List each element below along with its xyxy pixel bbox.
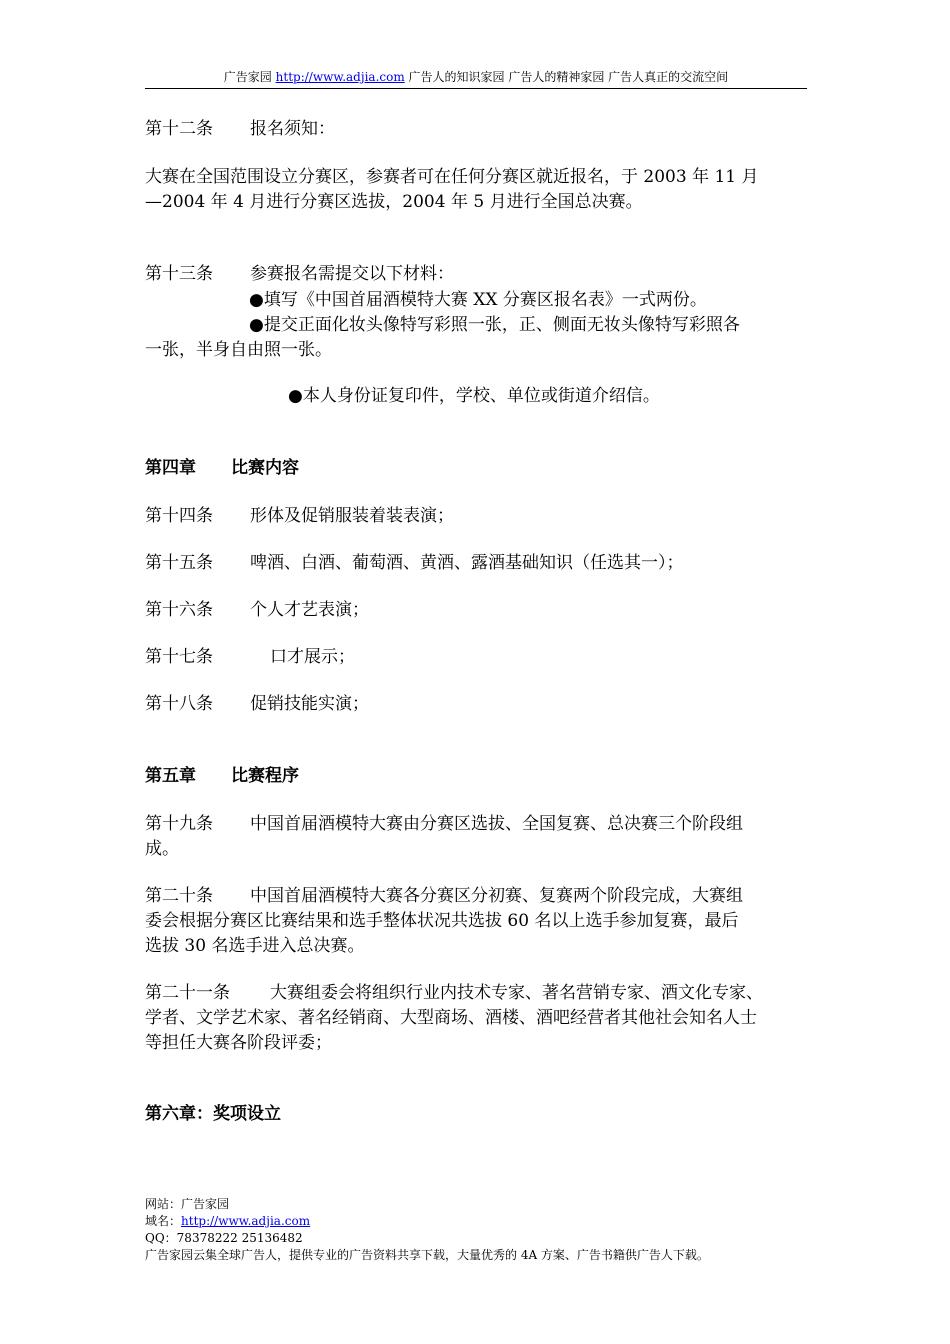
article-text: 中国首届酒模特大赛由分赛区选拔、全国复赛、总决赛三个阶段组: [250, 814, 743, 834]
article-label: 第十六条: [145, 600, 213, 620]
article-21-line-3: 等担任大赛各阶段评委；: [145, 1033, 332, 1053]
footer-domain: [145, 1213, 310, 1229]
article-label: 第十八条: [145, 694, 213, 714]
article-text: 口才展示；: [270, 647, 355, 667]
footer-qq: QQ：78378222 25136482: [145, 1231, 303, 1245]
article-21-line-2: 学者、文学艺术家、著名经销商、大型商场、酒楼、酒吧经营者其他社会知名人士: [145, 1008, 757, 1028]
article-19-line-1: [145, 812, 743, 836]
header-tagline: 广告人的知识家园 广告人的精神家园 广告人真正的交流空间: [408, 70, 729, 84]
article-text: 啤酒、白酒、葡萄酒、黄酒、露酒基础知识（任选其一）；: [250, 553, 684, 573]
article-12-body-line-1: 大赛在全国范围设立分赛区，参赛者可在任何分赛区就近报名，于 2003 年 11 月: [145, 167, 759, 187]
article-label: 第二十条: [145, 886, 213, 906]
article-14: [145, 504, 454, 528]
article-15: [145, 551, 684, 575]
header-site-name: 广告家园: [223, 70, 272, 84]
article-label: 第十七条: [145, 647, 213, 667]
article-20-line-3: 选拔 30 名选手进入总决赛。: [145, 936, 365, 956]
chapter-4-heading: [145, 456, 299, 480]
article-20-line-2: 委会根据分赛区比赛结果和选手整体状况共选拔 60 名以上选手参加复赛，最后: [145, 911, 739, 931]
article-13-item-1: ●填写《中国首届酒模特大赛 XX 分赛区报名表》一式两份。: [249, 290, 707, 310]
article-label: 第十九条: [145, 814, 213, 834]
article-label: 第十五条: [145, 553, 213, 573]
page-header: [145, 68, 807, 89]
article-label: 第十二条: [145, 119, 213, 139]
article-text: 大赛组委会将组织行业内技术专家、著名营销专家、酒文化专家、: [270, 983, 763, 1003]
article-13-item-2-line-1: ●提交正面化妆头像特写彩照一张，正、侧面无妆头像特写彩照各: [249, 315, 740, 335]
article-19-line-2: 成。: [145, 839, 179, 859]
article-13-heading: [145, 262, 454, 286]
article-13-item-3: ●本人身份证复印件，学校、单位或街道介绍信。: [288, 386, 660, 406]
article-text: 形体及促销服装着装表演；: [250, 506, 454, 526]
article-21-line-1: [145, 981, 763, 1005]
chapter-6-heading: 第六章：奖项设立: [145, 1104, 281, 1124]
article-12-body-line-2: —2004 年 4 月进行分赛区选拔，2004 年 5 月进行全国总决赛。: [145, 192, 643, 212]
chapter-title: 比赛内容: [231, 458, 299, 478]
header-url-link[interactable]: http://www.adjia.com: [275, 70, 405, 84]
article-12-heading: [145, 117, 335, 141]
article-label: 第十三条: [145, 264, 213, 284]
footer-description: 广告家园云集全球广告人，提供专业的广告资料共享下载，大量优秀的 4A 方案、广告书籍供广告人下载。: [145, 1248, 709, 1262]
article-title: 参赛报名需提交以下材料：: [250, 264, 454, 284]
footer-domain-prefix: 域名：: [145, 1214, 182, 1228]
article-text: 个人才艺表演；: [250, 600, 369, 620]
article-label: 第十四条: [145, 506, 213, 526]
article-text: 促销技能实演；: [250, 694, 369, 714]
article-13-item-2-line-2: 一张，半身自由照一张。: [145, 340, 332, 360]
article-title: 报名须知：: [250, 119, 335, 139]
chapter-5-heading: [145, 764, 299, 788]
article-18: [145, 692, 369, 716]
article-17: [145, 645, 355, 669]
chapter-label: 第五章: [145, 766, 196, 786]
chapter-title: 比赛程序: [231, 766, 299, 786]
article-20-line-1: [145, 884, 743, 908]
article-label: 第二十一条: [145, 983, 230, 1003]
article-16: [145, 598, 369, 622]
footer-domain-link[interactable]: http://www.adjia.com: [181, 1214, 311, 1228]
article-text: 中国首届酒模特大赛各分赛区分初赛、复赛两个阶段完成，大赛组: [250, 886, 743, 906]
chapter-label: 第四章: [145, 458, 196, 478]
footer-site-label: 网站：广告家园: [145, 1197, 230, 1211]
